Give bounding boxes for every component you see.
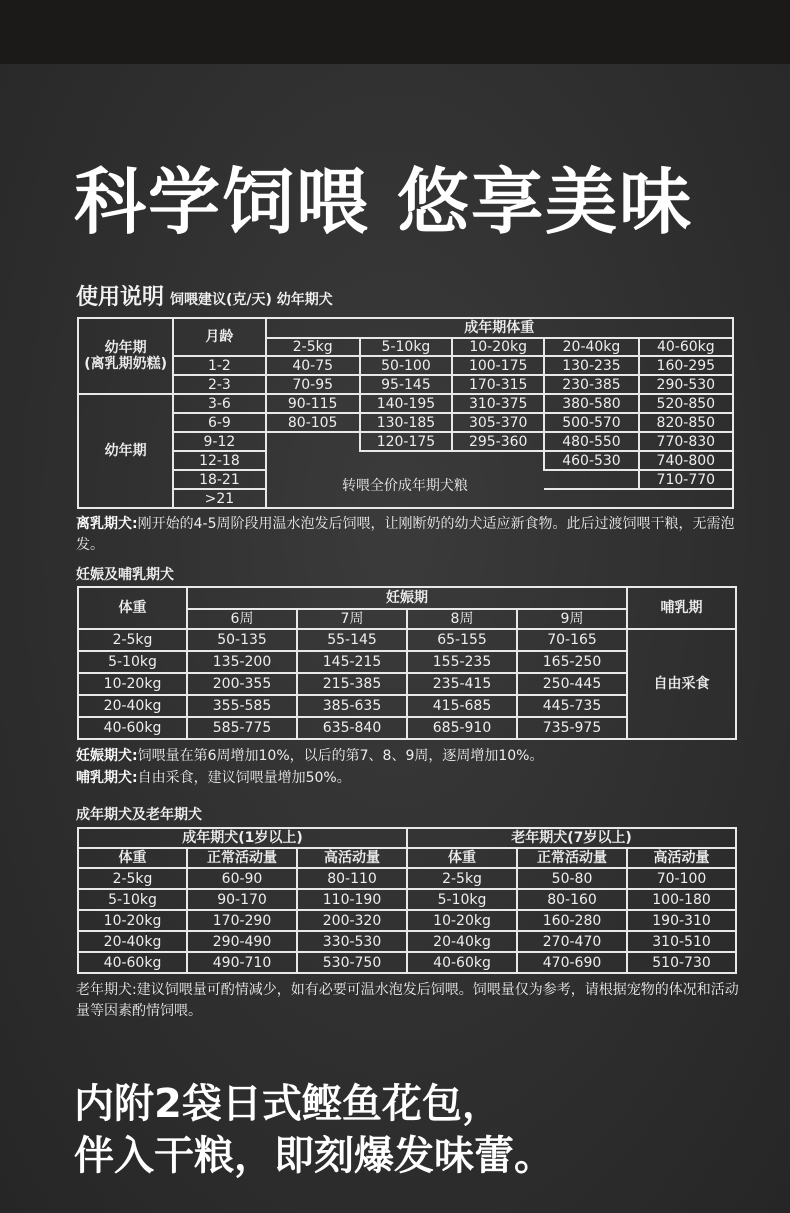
age-cell: 6-9 bbox=[173, 413, 265, 432]
usage-heading bbox=[76, 280, 333, 311]
table-row bbox=[78, 356, 733, 375]
weight-cell: 5-10kg bbox=[78, 651, 187, 673]
value-cell: 380-580 bbox=[544, 394, 638, 413]
age-header: 月龄 bbox=[173, 318, 265, 356]
value-cell: 90-115 bbox=[266, 394, 360, 413]
value-cell: 110-190 bbox=[297, 889, 407, 910]
pregnancy-note bbox=[76, 746, 744, 767]
value-cell: 305-370 bbox=[452, 413, 544, 432]
value-cell: 685-910 bbox=[407, 717, 517, 739]
age-cell: 9-12 bbox=[173, 432, 265, 451]
col-normal: 正常活动量 bbox=[517, 848, 627, 868]
value-cell: 770-830 bbox=[639, 432, 733, 451]
value-cell: 70-165 bbox=[517, 629, 627, 651]
table-row bbox=[78, 451, 733, 470]
col-weight: 体重 bbox=[407, 848, 517, 868]
weight-cell: 40-60kg bbox=[78, 952, 187, 973]
value-cell: 65-155 bbox=[407, 629, 517, 651]
value-cell: 460-530 bbox=[544, 451, 638, 470]
weight-col: 20-40kg bbox=[544, 338, 638, 356]
adult-heading: 成年期犬及老年期犬 bbox=[76, 807, 202, 823]
value-cell: 70-95 bbox=[266, 375, 360, 394]
age-cell: 3-6 bbox=[173, 394, 265, 413]
value-cell: 190-310 bbox=[627, 910, 736, 931]
usage-subtitle: 饲喂建议(克/天) 幼年期犬 bbox=[170, 292, 333, 308]
value-cell: 160-295 bbox=[639, 356, 733, 375]
table-row bbox=[78, 375, 733, 394]
age-cell: 1-2 bbox=[173, 356, 265, 375]
value-cell: 385-635 bbox=[297, 695, 407, 717]
weight-col: 10-20kg bbox=[452, 338, 544, 356]
value-cell: 490-710 bbox=[187, 952, 297, 973]
value-cell: 170-290 bbox=[187, 910, 297, 931]
value-cell: 155-235 bbox=[407, 651, 517, 673]
weight-cell: 20-40kg bbox=[407, 931, 517, 952]
weight-cell: 10-20kg bbox=[78, 673, 187, 695]
table-row bbox=[78, 910, 736, 931]
page-title: 科学饲喂 悠享美味 bbox=[74, 160, 694, 244]
value-cell: 40-75 bbox=[266, 356, 360, 375]
value-cell: 80-160 bbox=[517, 889, 627, 910]
age-cell: 12-18 bbox=[173, 451, 265, 470]
note-text: 刚开始的4-5周阶段用温水泡发后饲喂，让刚断奶的幼犬适应新食物。此后过渡饲喂干粮，无需泡发。 bbox=[76, 516, 735, 553]
age-cell: >21 bbox=[173, 489, 265, 508]
empty-cell bbox=[544, 489, 733, 508]
switch-food-note: 转喂全价成年期犬粮 bbox=[266, 451, 545, 508]
value-cell: 130-185 bbox=[360, 413, 452, 432]
note-label: 哺乳期犬: bbox=[76, 770, 138, 786]
table-row bbox=[78, 432, 733, 451]
stage-weaning: 幼年期 (离乳期奶糕) bbox=[78, 318, 173, 394]
weight-cell: 10-20kg bbox=[78, 910, 187, 931]
value-cell: 740-800 bbox=[639, 451, 733, 470]
weight-header: 体重 bbox=[78, 587, 187, 629]
note-text: 饲喂量在第6周增加10%，以后的第7、8、9周，逐周增加10%。 bbox=[137, 748, 544, 764]
value-cell: 55-145 bbox=[297, 629, 407, 651]
weight-cell: 2-5kg bbox=[78, 868, 187, 889]
value-cell: 100-175 bbox=[452, 356, 544, 375]
value-cell: 200-355 bbox=[187, 673, 297, 695]
table-row bbox=[78, 931, 736, 952]
note-label: 老年期犬: bbox=[76, 982, 137, 998]
weight-cell: 2-5kg bbox=[78, 629, 187, 651]
value-cell: 100-180 bbox=[627, 889, 736, 910]
col-high: 高活动量 bbox=[297, 848, 407, 868]
bonus-banner bbox=[74, 1078, 554, 1182]
free-feeding-cell: 自由采食 bbox=[627, 629, 736, 739]
weight-cell: 20-40kg bbox=[78, 695, 187, 717]
weight-cell: 5-10kg bbox=[78, 889, 187, 910]
week-col: 8周 bbox=[407, 609, 517, 629]
value-cell: 140-195 bbox=[360, 394, 452, 413]
value-cell: 480-550 bbox=[544, 432, 638, 451]
value-cell: 200-320 bbox=[297, 910, 407, 931]
col-weight: 体重 bbox=[78, 848, 187, 868]
weight-col: 2-5kg bbox=[266, 338, 360, 356]
weight-cell: 2-5kg bbox=[407, 868, 517, 889]
pregnancy-heading: 妊娠及哺乳期犬 bbox=[76, 567, 174, 583]
week-col: 9周 bbox=[517, 609, 627, 629]
bonus-line-2: 伴入干粮，即刻爆发味蕾。 bbox=[74, 1133, 554, 1179]
value-cell: 160-280 bbox=[517, 910, 627, 931]
empty-cell bbox=[544, 470, 638, 489]
pregnancy-feeding-table bbox=[77, 586, 737, 740]
value-cell: 95-145 bbox=[360, 375, 452, 394]
value-cell: 60-90 bbox=[187, 868, 297, 889]
puppy-feeding-table bbox=[77, 317, 734, 509]
value-cell: 415-685 bbox=[407, 695, 517, 717]
table-row bbox=[78, 394, 733, 413]
value-cell: 50-100 bbox=[360, 356, 452, 375]
value-cell: 270-470 bbox=[517, 931, 627, 952]
weight-cell: 20-40kg bbox=[78, 931, 187, 952]
top-dark-band bbox=[0, 0, 790, 64]
value-cell: 820-850 bbox=[639, 413, 733, 432]
value-cell: 710-770 bbox=[639, 470, 733, 489]
value-cell: 445-735 bbox=[517, 695, 627, 717]
col-normal: 正常活动量 bbox=[187, 848, 297, 868]
value-cell: 470-690 bbox=[517, 952, 627, 973]
table-row bbox=[78, 868, 736, 889]
value-cell: 290-490 bbox=[187, 931, 297, 952]
note-text: 建议饲喂量可酌情减少，如有必要可温水泡发后饲喂。饲喂量仅为参考，请根据宠物的体况和活动量等因素酌情饲喂。 bbox=[76, 982, 739, 1019]
value-cell: 230-385 bbox=[544, 375, 638, 394]
value-cell: 215-385 bbox=[297, 673, 407, 695]
adult-weight-header: 成年期体重 bbox=[266, 318, 733, 338]
value-cell: 235-415 bbox=[407, 673, 517, 695]
note-label: 妊娠期犬: bbox=[76, 748, 138, 764]
value-cell: 310-375 bbox=[452, 394, 544, 413]
weight-cell: 40-60kg bbox=[78, 717, 187, 739]
lactation-note bbox=[76, 768, 744, 789]
value-cell: 250-445 bbox=[517, 673, 627, 695]
lactation-header: 哺乳期 bbox=[627, 587, 736, 629]
value-cell: 530-750 bbox=[297, 952, 407, 973]
value-cell: 135-200 bbox=[187, 651, 297, 673]
value-cell: 70-100 bbox=[627, 868, 736, 889]
weight-col: 5-10kg bbox=[360, 338, 452, 356]
value-cell: 130-235 bbox=[544, 356, 638, 375]
value-cell: 80-105 bbox=[266, 413, 360, 432]
value-cell: 90-170 bbox=[187, 889, 297, 910]
table-row bbox=[78, 952, 736, 973]
weight-cell: 5-10kg bbox=[407, 889, 517, 910]
value-cell: 120-175 bbox=[360, 432, 452, 451]
value-cell: 295-360 bbox=[452, 432, 544, 451]
age-cell: 18-21 bbox=[173, 470, 265, 489]
senior-note bbox=[76, 980, 744, 1022]
bonus-line-1: 内附2袋日式鲣鱼花包， bbox=[74, 1081, 502, 1127]
table-row bbox=[78, 413, 733, 432]
value-cell: 735-975 bbox=[517, 717, 627, 739]
age-cell: 2-3 bbox=[173, 375, 265, 394]
value-cell: 50-80 bbox=[517, 868, 627, 889]
value-cell: 310-510 bbox=[627, 931, 736, 952]
weight-cell: 40-60kg bbox=[407, 952, 517, 973]
senior-header: 老年期犬(7岁以上) bbox=[407, 828, 736, 848]
note-text: 自由采食，建议饲喂量增加50%。 bbox=[137, 770, 351, 786]
adult-senior-feeding-table bbox=[77, 827, 737, 974]
value-cell: 80-110 bbox=[297, 868, 407, 889]
week-col: 6周 bbox=[187, 609, 297, 629]
adult-header: 成年期犬(1岁以上) bbox=[78, 828, 407, 848]
weight-col: 40-60kg bbox=[639, 338, 733, 356]
weaning-note bbox=[76, 514, 744, 556]
value-cell: 170-315 bbox=[452, 375, 544, 394]
value-cell: 510-730 bbox=[627, 952, 736, 973]
value-cell: 165-250 bbox=[517, 651, 627, 673]
weight-cell: 10-20kg bbox=[407, 910, 517, 931]
table-row bbox=[78, 629, 736, 651]
value-cell: 145-215 bbox=[297, 651, 407, 673]
value-cell: 290-530 bbox=[639, 375, 733, 394]
col-high: 高活动量 bbox=[627, 848, 736, 868]
stage-puppy: 幼年期 bbox=[78, 394, 173, 508]
value-cell: 355-585 bbox=[187, 695, 297, 717]
value-cell: 520-850 bbox=[639, 394, 733, 413]
value-cell: 635-840 bbox=[297, 717, 407, 739]
value-cell: 585-775 bbox=[187, 717, 297, 739]
note-label: 离乳期犬: bbox=[76, 516, 138, 532]
value-cell: 330-530 bbox=[297, 931, 407, 952]
value-cell: 500-570 bbox=[544, 413, 638, 432]
table-row bbox=[78, 889, 736, 910]
usage-title: 使用说明 bbox=[76, 285, 165, 310]
week-col: 7周 bbox=[297, 609, 407, 629]
empty-cell bbox=[266, 432, 360, 451]
value-cell: 50-135 bbox=[187, 629, 297, 651]
pregnancy-header: 妊娠期 bbox=[187, 587, 627, 609]
